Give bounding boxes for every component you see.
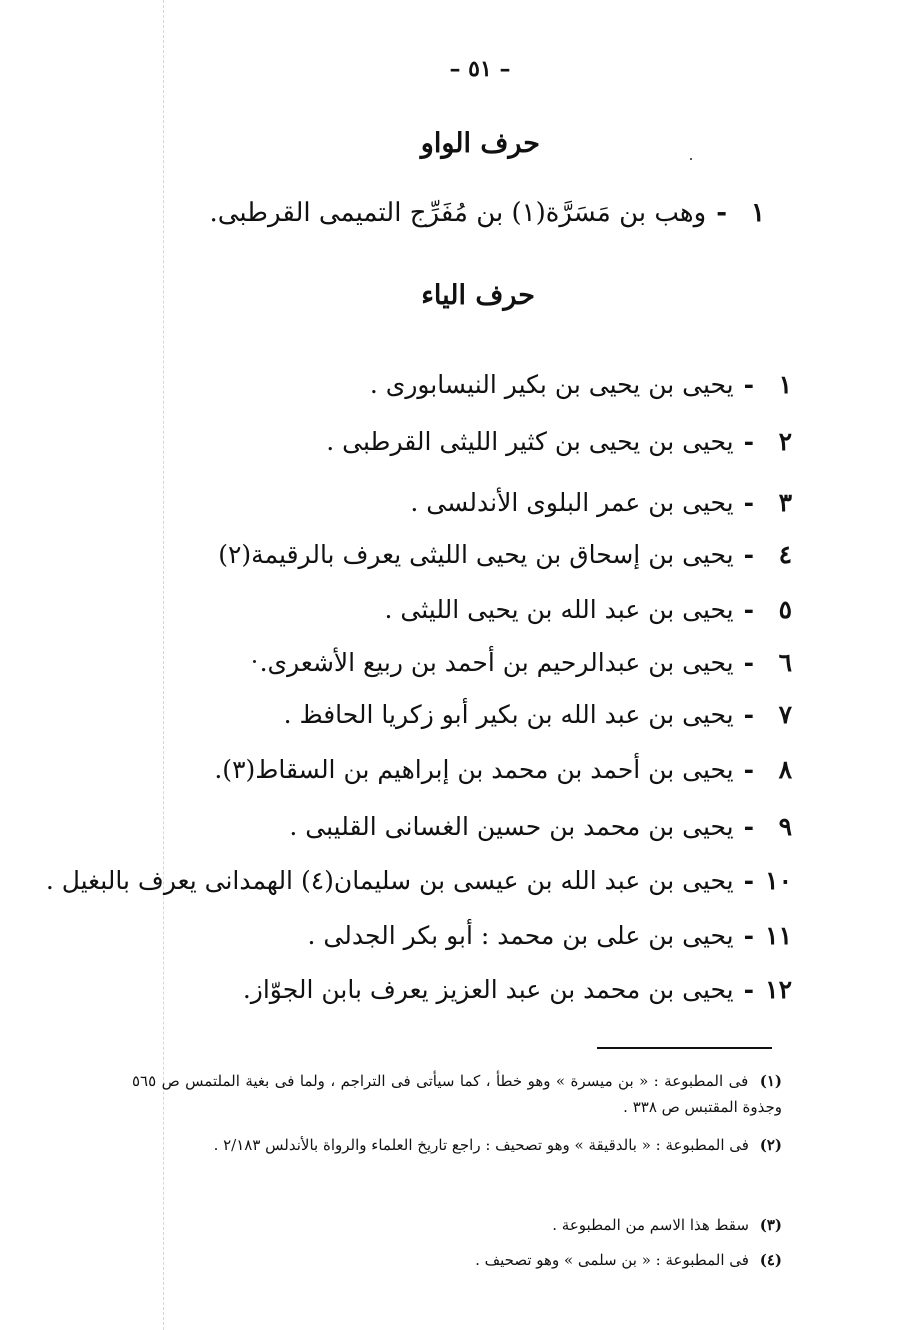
entry-separator: - [743,921,754,950]
list-item [243,975,792,1004]
entry-number: ٢ [778,427,792,456]
entry-number: ٨ [778,755,792,784]
footnote-number: (٣) [759,1216,782,1234]
list-item [307,921,792,950]
entry-number: ١٠ [765,866,792,895]
entry-separator: - [743,595,754,624]
entry-number: ٧ [778,700,792,729]
entry-text: يحيى بن يحيى بن بكير النيسابورى . [369,370,734,399]
list-item [370,370,792,399]
entry-text: يحيى بن أحمد بن محمد بن إبراهيم بن السقاط(٣). [214,755,734,784]
entry-separator: - [743,648,754,677]
scan-speck [253,660,256,663]
list-item [260,648,792,677]
entry-number: ١ [751,198,765,228]
entry-number: ٩ [778,812,792,841]
entry-text: يحيى بن محمد بن عبد العزيز يعرف بابن الجوّاز. [242,975,734,1004]
entry-text: يحيى بن عبدالرحيم بن أحمد بن ربيع الأشعرى. [259,648,734,677]
list-item [284,700,792,729]
list-item [210,198,766,228]
entry-separator: - [743,700,754,729]
footnote-number: (٢) [759,1136,782,1154]
footnote-text: سقط هذا الاسم من المطبوعة . [552,1216,749,1234]
entry-number: ٣ [778,488,792,517]
entry-separator: - [743,755,754,784]
binding-gutter-line [163,0,164,1330]
entry-text: يحيى بن عبد الله بن بكير أبو زكريا الحافظ . [283,700,734,729]
entry-separator: - [743,370,754,399]
list-item [410,488,792,517]
footnote [132,1068,782,1120]
entry-number: ١١ [765,921,792,950]
list-item [218,540,792,569]
footnote [132,1212,782,1238]
entry-separator: - [743,975,754,1004]
entry-text: يحيى بن عبد الله بن عيسى بن سليمان(٤) الهمدانى يعرف بالبغيل . [45,866,734,895]
footnote-number: (٤) [759,1251,782,1269]
entry-separator: - [743,488,754,517]
list-item [46,866,792,895]
list-item [289,812,792,841]
footnote-text: فى المطبوعة : « بن سلمى » وهو تصحيف . [475,1251,749,1269]
list-item [385,595,793,624]
section-heading-waw: حرف الواو [420,128,540,159]
entry-separator: - [743,812,754,841]
scan-speck [690,158,692,160]
footnote-divider [597,1047,772,1049]
entry-text: يحيى بن عبد الله بن يحيى الليثى . [384,595,734,624]
entry-text: يحيى بن على بن محمد : أبو بكر الجدلى . [307,921,734,950]
entry-number: ٤ [778,540,792,569]
entry-text: يحيى بن عمر البلوى الأندلسى . [410,488,734,517]
entry-number: ٦ [778,648,792,677]
section-heading-yaa: حرف الياء [421,280,535,311]
footnote-number: (١) [759,1072,782,1090]
entry-number: ١ [778,370,792,399]
entry-separator: - [743,866,754,895]
entry-text: يحيى بن إسحاق بن يحيى الليثى يعرف بالرقيمة(٢) [218,540,734,569]
entry-separator: - [743,427,754,456]
footnote [132,1132,782,1158]
entry-separator: - [716,198,727,228]
page-number: – ٥١ – [449,56,511,82]
footnote-text: فى المطبوعة : « بن ميسرة » وهو خطأ ، كما سيأتى فى التراجم ، ولما فى بغية الملتمس ص ٥٦٥ وجذوة المقتبس ص ٣٣٨ . [132,1072,782,1116]
entry-text: يحيى بن محمد بن حسين الغسانى القليبى . [289,812,734,841]
footnote-text: فى المطبوعة : « بالدقيقة » وهو تصحيف : راجع تاريخ العلماء والرواة بالأندلس ٢/١٨٣ . [213,1136,749,1154]
list-item [326,427,792,456]
entry-text: يحيى بن يحيى بن كثير الليثى القرطبى . [326,427,734,456]
list-item [214,755,792,784]
entry-number: ١٢ [765,975,792,1004]
entry-text: وهب بن مَسَرَّة(١) بن مُفَرِّج التميمى القرطبى. [209,198,707,228]
entry-separator: - [743,540,754,569]
footnote [132,1247,782,1273]
entry-number: ٥ [778,595,792,624]
